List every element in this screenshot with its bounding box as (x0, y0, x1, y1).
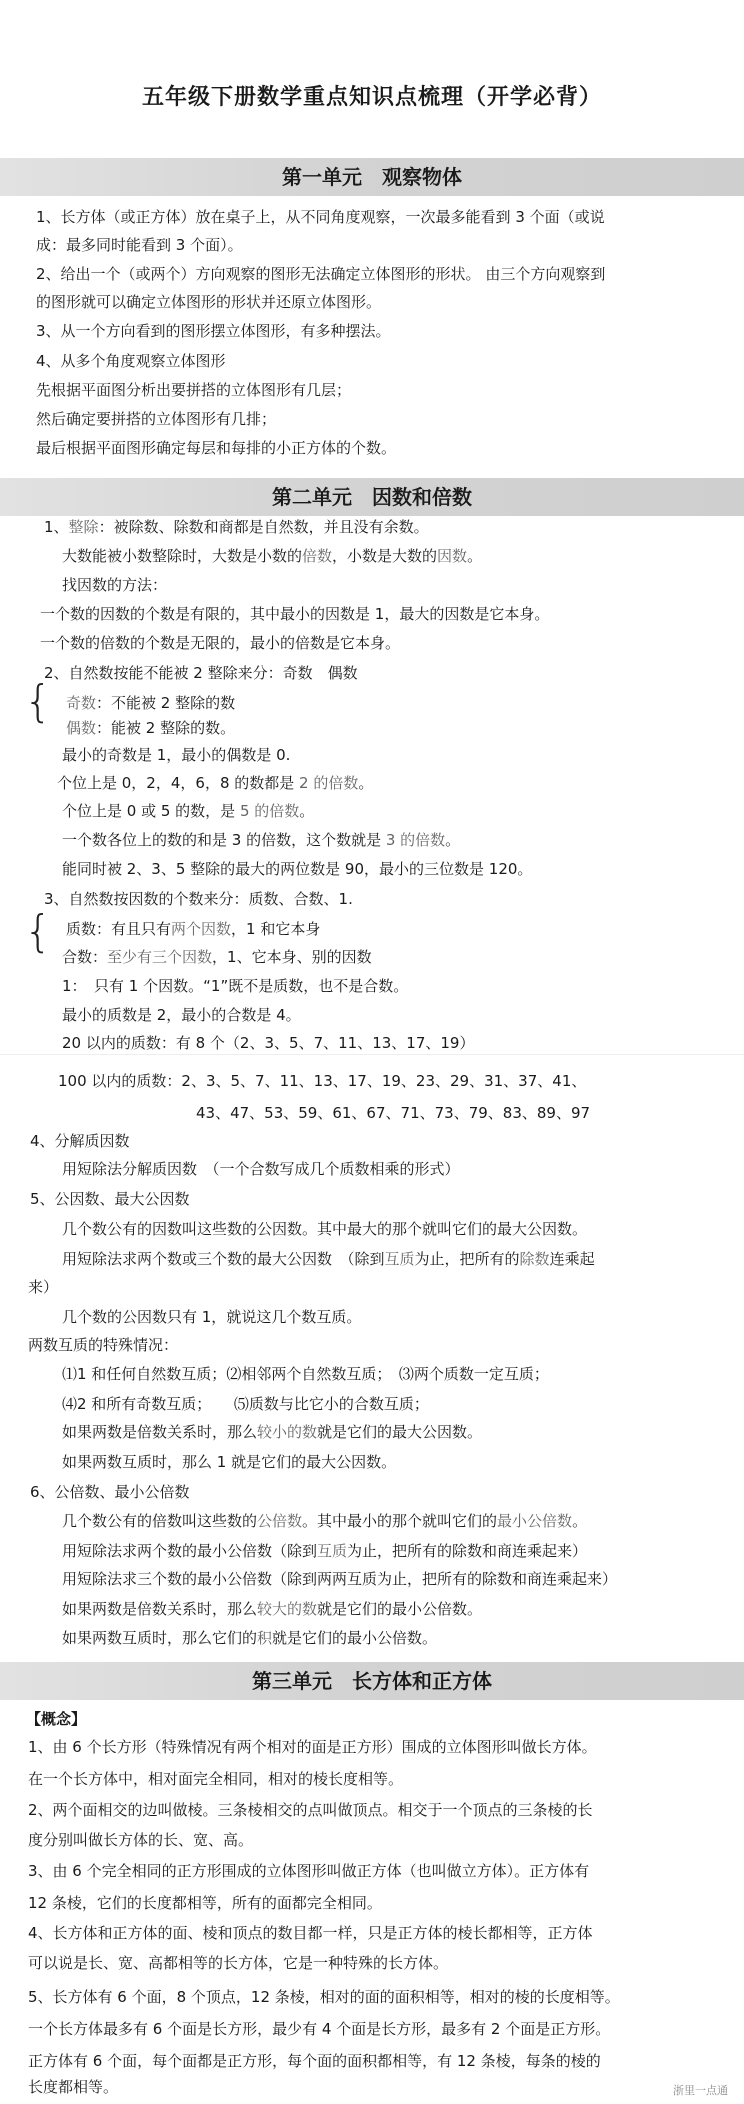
text-run: 来） (28, 1278, 59, 1296)
unit2-header: 第二单元 因数和倍数 (0, 478, 744, 516)
highlight-text: 互质 (384, 1250, 415, 1268)
highlight-text: 因数 (437, 547, 468, 565)
text-run: 如果两数互质时，那么它们的 (62, 1629, 258, 1647)
unit2-line (40, 632, 400, 653)
highlight-text: 最小公倍数 (497, 1512, 573, 1530)
highlight-text: 互质 (317, 1542, 348, 1560)
unit2-line (62, 1421, 482, 1442)
text-run: 几个数公有的因数叫这些数的公因数。其中最大的那个就叫它们的最大公因数。 (62, 1220, 588, 1238)
highlight-text: 奇数 (66, 694, 97, 712)
text-run: 找因数的方法： (62, 576, 168, 594)
unit1-header: 第一单元 观察物体 (0, 158, 744, 196)
unit2-line (66, 918, 320, 939)
unit1-line: 1、长方体（或正方体）放在桌子上，从不同角度观察，一次最多能看到 3 个面（或说 (36, 208, 605, 226)
text-run: ：被除数、除数和商都是自然数，并且没有余数。 (98, 518, 429, 536)
text-run: 个位上是 0，2，4，6，8 的数都是 (57, 774, 300, 792)
text-run: 为止，把所有的 (414, 1250, 520, 1268)
brace-prime-composite: { (24, 906, 52, 957)
unit2-line (28, 1334, 178, 1355)
text-run: 用短除法求两个数或三个数的最大公因数 （除到 (62, 1250, 385, 1268)
text-run: 20 以内的质数：有 8 个（2、3、5、7、11、13、17、19） (62, 1034, 475, 1052)
unit2-line (62, 1004, 301, 1025)
unit2-line (44, 516, 429, 537)
highlight-text: 偶数 (66, 719, 97, 737)
text-run: 两数互质的特殊情况： (28, 1336, 179, 1354)
text-run: 能同时被 2、3、5 整除的最大的两位数是 90，最小的三位数是 120。 (62, 860, 533, 878)
unit2-line (62, 1363, 549, 1384)
text-run: 3、自然数按因数的个数来分：质数、合数、1. (44, 890, 353, 908)
unit1-line: 最后根据平面图形确定每层和每排的小正方体的个数。 (36, 439, 397, 457)
highlight-text: 较大的数 (257, 1600, 318, 1618)
unit1-line: 先根据平面图分析出要拼搭的立体图形有几层； (36, 381, 352, 399)
text-run: 个位上是 0 或 5 的数，是 (62, 802, 240, 820)
text-run: 质数：有且只有 (66, 920, 172, 938)
text-run: ：能被 2 整除的数。 (96, 719, 236, 737)
highlight-text: 除数 (519, 1250, 550, 1268)
text-run: 几个数的公因数只有 1，就说这几个数互质。 (62, 1308, 362, 1326)
unit2-line (30, 1130, 130, 1151)
unit3-line: 3、由 6 个完全相同的正方形围成的立体图形叫做正方体（也叫做立方体）。正方体有 (28, 1862, 590, 1880)
text-run: 如果两数互质时，那么 1 就是它们的最大公因数。 (62, 1453, 397, 1471)
text-run: 5、公因数、最大公因数 (30, 1190, 190, 1208)
text-run: 43、47、53、59、61、67、71、73、79、83、89、97 (196, 1104, 591, 1122)
highlight-text: 整除 (68, 518, 99, 536)
page-title: 五年级下册数学重点知识点梳理（开学必背） (141, 85, 602, 110)
unit3-line: 在一个长方体中，相对面完全相同，相对的棱长度相等。 (28, 1770, 404, 1788)
text-run: 用短除法求两个数的最小公倍数（除到 (62, 1542, 318, 1560)
highlight-text: 两个因数 (171, 920, 232, 938)
unit2-line (58, 1070, 586, 1091)
unit2-line (62, 1306, 361, 1327)
unit3-line: 一个长方体最多有 6 个面是长方形，最少有 4 个面是长方形，最多有 2 个面是正方形。 (28, 2020, 611, 2038)
unit3-line: 4、长方体和正方体的面、棱和顶点的数目都一样，只是正方体的棱长都相等，正方体 (28, 1924, 593, 1942)
text-run: 。 (467, 547, 483, 565)
highlight-text: 2 的倍数 (299, 774, 359, 792)
text-run: 6、公倍数、最小公倍数 (30, 1483, 190, 1501)
unit2-line (62, 946, 372, 967)
unit2-line (44, 662, 358, 683)
text-run: 大数能被小数整除时，大数是小数的 (62, 547, 303, 565)
unit3-line: 12 条棱，它们的长度都相等，所有的面都完全相同。 (28, 1894, 382, 1912)
brace-odd-even: { (24, 676, 52, 727)
unit2-line (30, 1481, 190, 1502)
text-run: ⑷2 和所有奇数互质； ⑸质数与比它小的合数互质； (62, 1395, 429, 1413)
highlight-text: 较小的数 (257, 1423, 318, 1441)
text-run: ，1、它本身、别的因数 (212, 948, 372, 966)
unit1-line: 2、给出一个（或两个）方向观察的图形无法确定立体图形的形状。 由三个方向观察到 (36, 265, 606, 283)
unit3-line: 正方体有 6 个面，每个面都是正方形，每个面的面积都相等，有 12 条棱，每条的棱的 (28, 2052, 601, 2070)
text-run: 如果两数是倍数关系时，那么 (62, 1423, 258, 1441)
unit2-line (62, 858, 532, 879)
unit2-line (62, 1598, 482, 1619)
unit2-line (66, 692, 235, 713)
highlight-text: 积 (257, 1629, 273, 1647)
text-run: 。其中最小的那个就叫它们的 (302, 1512, 498, 1530)
unit2-line (62, 975, 408, 996)
unit2-line (62, 1568, 617, 1589)
highlight-text: 至少有三个因数 (107, 948, 213, 966)
section-divider (0, 1054, 744, 1055)
text-run: 。 (299, 802, 315, 820)
unit2-line (28, 1276, 58, 1297)
highlight-text: 倍数 (302, 547, 333, 565)
text-run: 如果两数是倍数关系时，那么 (62, 1600, 258, 1618)
unit2-line (62, 800, 314, 821)
unit2-line (44, 888, 353, 909)
unit3-line: 1、由 6 个长方形（特殊情况有两个相对的面是正方形）围成的立体图形叫做长方体。 (28, 1738, 597, 1756)
text-run: 2、自然数按能不能被 2 整除来分：奇数 偶数 (44, 664, 358, 682)
unit3-line: 5、长方体有 6 个面，8 个顶点，12 条棱，相对的面的面积相等，相对的棱的长度相等。 (28, 1988, 620, 2006)
highlight-text: 公倍数 (257, 1512, 303, 1530)
text-run: 就是它们的最小公倍数。 (272, 1629, 438, 1647)
text-run: 100 以内的质数：2、3、5、7、11、13、17、19、23、29、31、37、41、 (58, 1072, 587, 1090)
unit3-line: 2、两个面相交的边叫做棱。三条棱相交的点叫做顶点。相交于一个顶点的三条棱的长 (28, 1801, 593, 1819)
text-run: 用短除法分解质因数 （一个合数写成几个质数相乘的形式） (62, 1160, 460, 1178)
text-run: 最小的质数是 2，最小的合数是 4。 (62, 1006, 301, 1024)
unit2-line (66, 717, 235, 738)
text-run: 就是它们的最小公倍数。 (317, 1600, 483, 1618)
text-run: 1： 只有 1 个因数。“1”既不是质数，也不是合数。 (62, 977, 409, 995)
text-run: 。 (445, 831, 461, 849)
unit2-line (62, 1510, 587, 1531)
unit1-line: 3、从一个方向看到的图形摆立体图形，有多种摆法。 (36, 322, 391, 340)
text-run: ，1 和它本身 (231, 920, 321, 938)
unit1-line: 然后确定要拼搭的立体图形有几排； (36, 410, 277, 428)
unit2-line (40, 603, 549, 624)
unit2-line (62, 1393, 429, 1414)
text-run: ：不能被 2 整除的数 (96, 694, 236, 712)
unit2-line (62, 1158, 460, 1179)
text-run: 就是它们的最大公因数。 (317, 1423, 483, 1441)
unit3-line: 度分别叫做长方体的长、宽、高。 (28, 1831, 254, 1849)
unit2-line (62, 545, 482, 566)
text-run: 连乘起 (549, 1250, 595, 1268)
unit3-line: 长度都相等。 (28, 2078, 119, 2096)
unit1-line: 成：最多同时能看到 3 个面）。 (36, 236, 243, 254)
unit2-line (57, 772, 373, 793)
unit2-line (62, 574, 167, 595)
unit2-line (62, 1032, 474, 1053)
text-run: 最小的奇数是 1，最小的偶数是 0. (62, 746, 291, 764)
text-run: 用短除法求三个数的最小公倍数（除到两两互质为止，把所有的除数和商连乘起来） (62, 1570, 618, 1588)
unit2-line (62, 1248, 595, 1269)
text-run: 一个数的倍数的个数是无限的，最小的倍数是它本身。 (40, 634, 401, 652)
unit2-line (62, 1451, 396, 1472)
unit2-line (62, 1218, 587, 1239)
unit2-line (196, 1102, 590, 1123)
highlight-text: 5 的倍数 (239, 802, 300, 820)
unit2-line (62, 1540, 587, 1561)
unit1-line: 的图形就可以确定立体图形的形状并还原立体图形。 (36, 293, 382, 311)
text-run: 一个数的因数的个数是有限的，其中最小的因数是 1，最大的因数是它本身。 (40, 605, 550, 623)
unit2-line (62, 829, 460, 850)
text-run: 4、分解质因数 (30, 1132, 130, 1150)
text-run: 1、 (44, 518, 69, 536)
text-run: 。 (572, 1512, 588, 1530)
watermark: 浙里一点通 (673, 2084, 728, 2097)
text-run: ⑴1 和任何自然数互质；⑵相邻两个自然数互质； ⑶两个质数一定互质； (62, 1365, 549, 1383)
text-run: 。 (358, 774, 374, 792)
unit1-line: 4、从多个角度观察立体图形 (36, 352, 226, 370)
text-run: 合数： (62, 948, 108, 966)
text-run: 为止，把所有的除数和商连乘起来） (347, 1542, 588, 1560)
text-run: 一个数各位上的数的和是 3 的倍数，这个数就是 (62, 831, 386, 849)
highlight-text: 3 的倍数 (385, 831, 446, 849)
text-run: ，小数是大数的 (332, 547, 438, 565)
unit2-line (62, 1627, 437, 1648)
unit3-header: 第三单元 长方体和正方体 (0, 1662, 744, 1700)
unit2-line (30, 1188, 190, 1209)
concept-label: 【概念】 (26, 1710, 87, 1728)
unit2-line (62, 744, 290, 765)
unit3-line: 可以说是长、宽、高都相等的长方体，它是一种特殊的长方体。 (28, 1954, 449, 1972)
text-run: 几个数公有的倍数叫这些数的 (62, 1512, 258, 1530)
